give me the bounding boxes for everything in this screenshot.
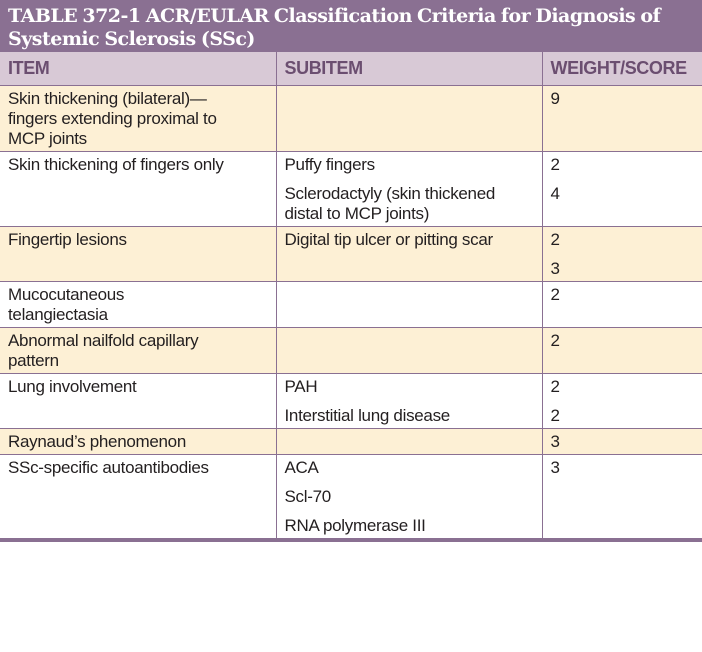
weight-entry: [551, 458, 695, 478]
weight-entry: [551, 184, 695, 224]
header-weight-score: WEIGHT/SCORE: [542, 52, 702, 85]
header-item: ITEM: [0, 52, 276, 85]
cell-weight-score: [542, 373, 702, 428]
cell-weight-score: [542, 151, 702, 226]
criteria-table: [0, 52, 702, 539]
weight-value: 2: [550, 284, 560, 304]
weight-value: 2: [550, 330, 560, 350]
item-text-line: SSc-specific autoantibodies: [8, 457, 209, 477]
weight-value: 2: [550, 229, 560, 249]
item-text-line: Raynaud’s phenomenon: [8, 431, 186, 451]
item-text-line: telangiectasia: [8, 304, 108, 324]
cell-weight-score: [542, 327, 702, 373]
weight-entry: [551, 89, 695, 109]
cell-subitem: [276, 327, 542, 373]
weight-entry: [551, 230, 695, 250]
cell-subitem: [276, 281, 542, 327]
table-title-line-2: Systemic Sclerosis (SSc): [8, 28, 255, 50]
item-text-line: Lung involvement: [8, 376, 137, 396]
table-row: [0, 327, 702, 373]
weight-value: 3: [550, 457, 560, 477]
table-row: [0, 85, 702, 151]
item-text-line: Mucocutaneous: [8, 284, 125, 304]
weight-entry: [551, 259, 695, 279]
weight-value: 9: [550, 88, 560, 108]
item-text-line: pattern: [8, 350, 59, 370]
cell-item: [0, 85, 276, 151]
cell-item: [0, 373, 276, 428]
item-text-line: MCP joints: [8, 128, 87, 148]
weight-value: 3: [550, 431, 560, 451]
cell-item: [0, 151, 276, 226]
cell-subitem: [276, 373, 542, 428]
subitem-text-line: distal to MCP joints): [284, 203, 430, 223]
cell-subitem: [276, 85, 542, 151]
item-text-line: Fingertip lesions: [8, 229, 127, 249]
item-text-line: Skin thickening (bilateral)—: [8, 88, 207, 108]
weight-entry: [551, 331, 695, 351]
weight-entry: [551, 155, 695, 175]
cell-subitem: [276, 454, 542, 538]
table-row: [0, 454, 702, 538]
subitem-entry: [285, 184, 534, 224]
cell-item: [0, 281, 276, 327]
subitem-entry: [285, 487, 534, 507]
subitem-entry: [285, 230, 534, 250]
cell-weight-score: [542, 428, 702, 454]
weight-value: 4: [550, 183, 560, 203]
subitem-entry: [285, 406, 534, 426]
cell-subitem: [276, 151, 542, 226]
weight-entry: [551, 377, 695, 397]
subitem-text-line: Scl-70: [284, 486, 331, 506]
weight-value: 3: [550, 258, 560, 278]
header-subitem: SUBITEM: [276, 52, 542, 85]
cell-item: [0, 454, 276, 538]
subitem-text-line: PAH: [284, 376, 318, 396]
cell-item: [0, 327, 276, 373]
subitem-text-line: Digital tip ulcer or pitting scar: [284, 229, 493, 249]
weight-value: 2: [550, 154, 560, 174]
cell-weight-score: [542, 226, 702, 281]
subitem-entry: [285, 377, 534, 397]
cell-weight-score: [542, 281, 702, 327]
weight-entry: [551, 285, 695, 305]
cell-item: [0, 226, 276, 281]
item-text-line: fingers extending proximal to: [8, 108, 217, 128]
cell-item: [0, 428, 276, 454]
table-bottom-rule: [0, 539, 702, 542]
table-row: [0, 281, 702, 327]
weight-value: 2: [550, 376, 560, 396]
subitem-text-line: Puffy fingers: [284, 154, 375, 174]
cell-subitem: [276, 428, 542, 454]
weight-value: 2: [550, 405, 560, 425]
table-title: [0, 0, 702, 52]
subitem-entry: [285, 155, 534, 175]
subitem-entry: [285, 458, 534, 478]
subitem-entry: [285, 516, 534, 536]
item-text-line: Skin thickening of fingers only: [8, 154, 224, 174]
table-header-row: [0, 52, 702, 85]
weight-entry: [551, 432, 695, 452]
subitem-text-line: RNA polymerase III: [284, 515, 426, 535]
weight-entry: [551, 406, 695, 426]
item-text-line: Abnormal nailfold capillary: [8, 330, 199, 350]
subitem-text-line: Interstitial lung disease: [284, 405, 450, 425]
table-row: [0, 373, 702, 428]
subitem-text-line: ACA: [284, 457, 319, 477]
table-body: [0, 85, 702, 538]
subitem-text-line: Sclerodactyly (skin thickened: [284, 183, 496, 203]
cell-weight-score: [542, 85, 702, 151]
cell-subitem: [276, 226, 542, 281]
table-row: [0, 151, 702, 226]
table-row: [0, 428, 702, 454]
table-row: [0, 226, 702, 281]
table-title-line-1: TABLE 372-1 ACR/EULAR Classification Criteria for Diagnosis of: [8, 5, 661, 27]
weight-spacer: [551, 204, 695, 224]
cell-weight-score: [542, 454, 702, 538]
